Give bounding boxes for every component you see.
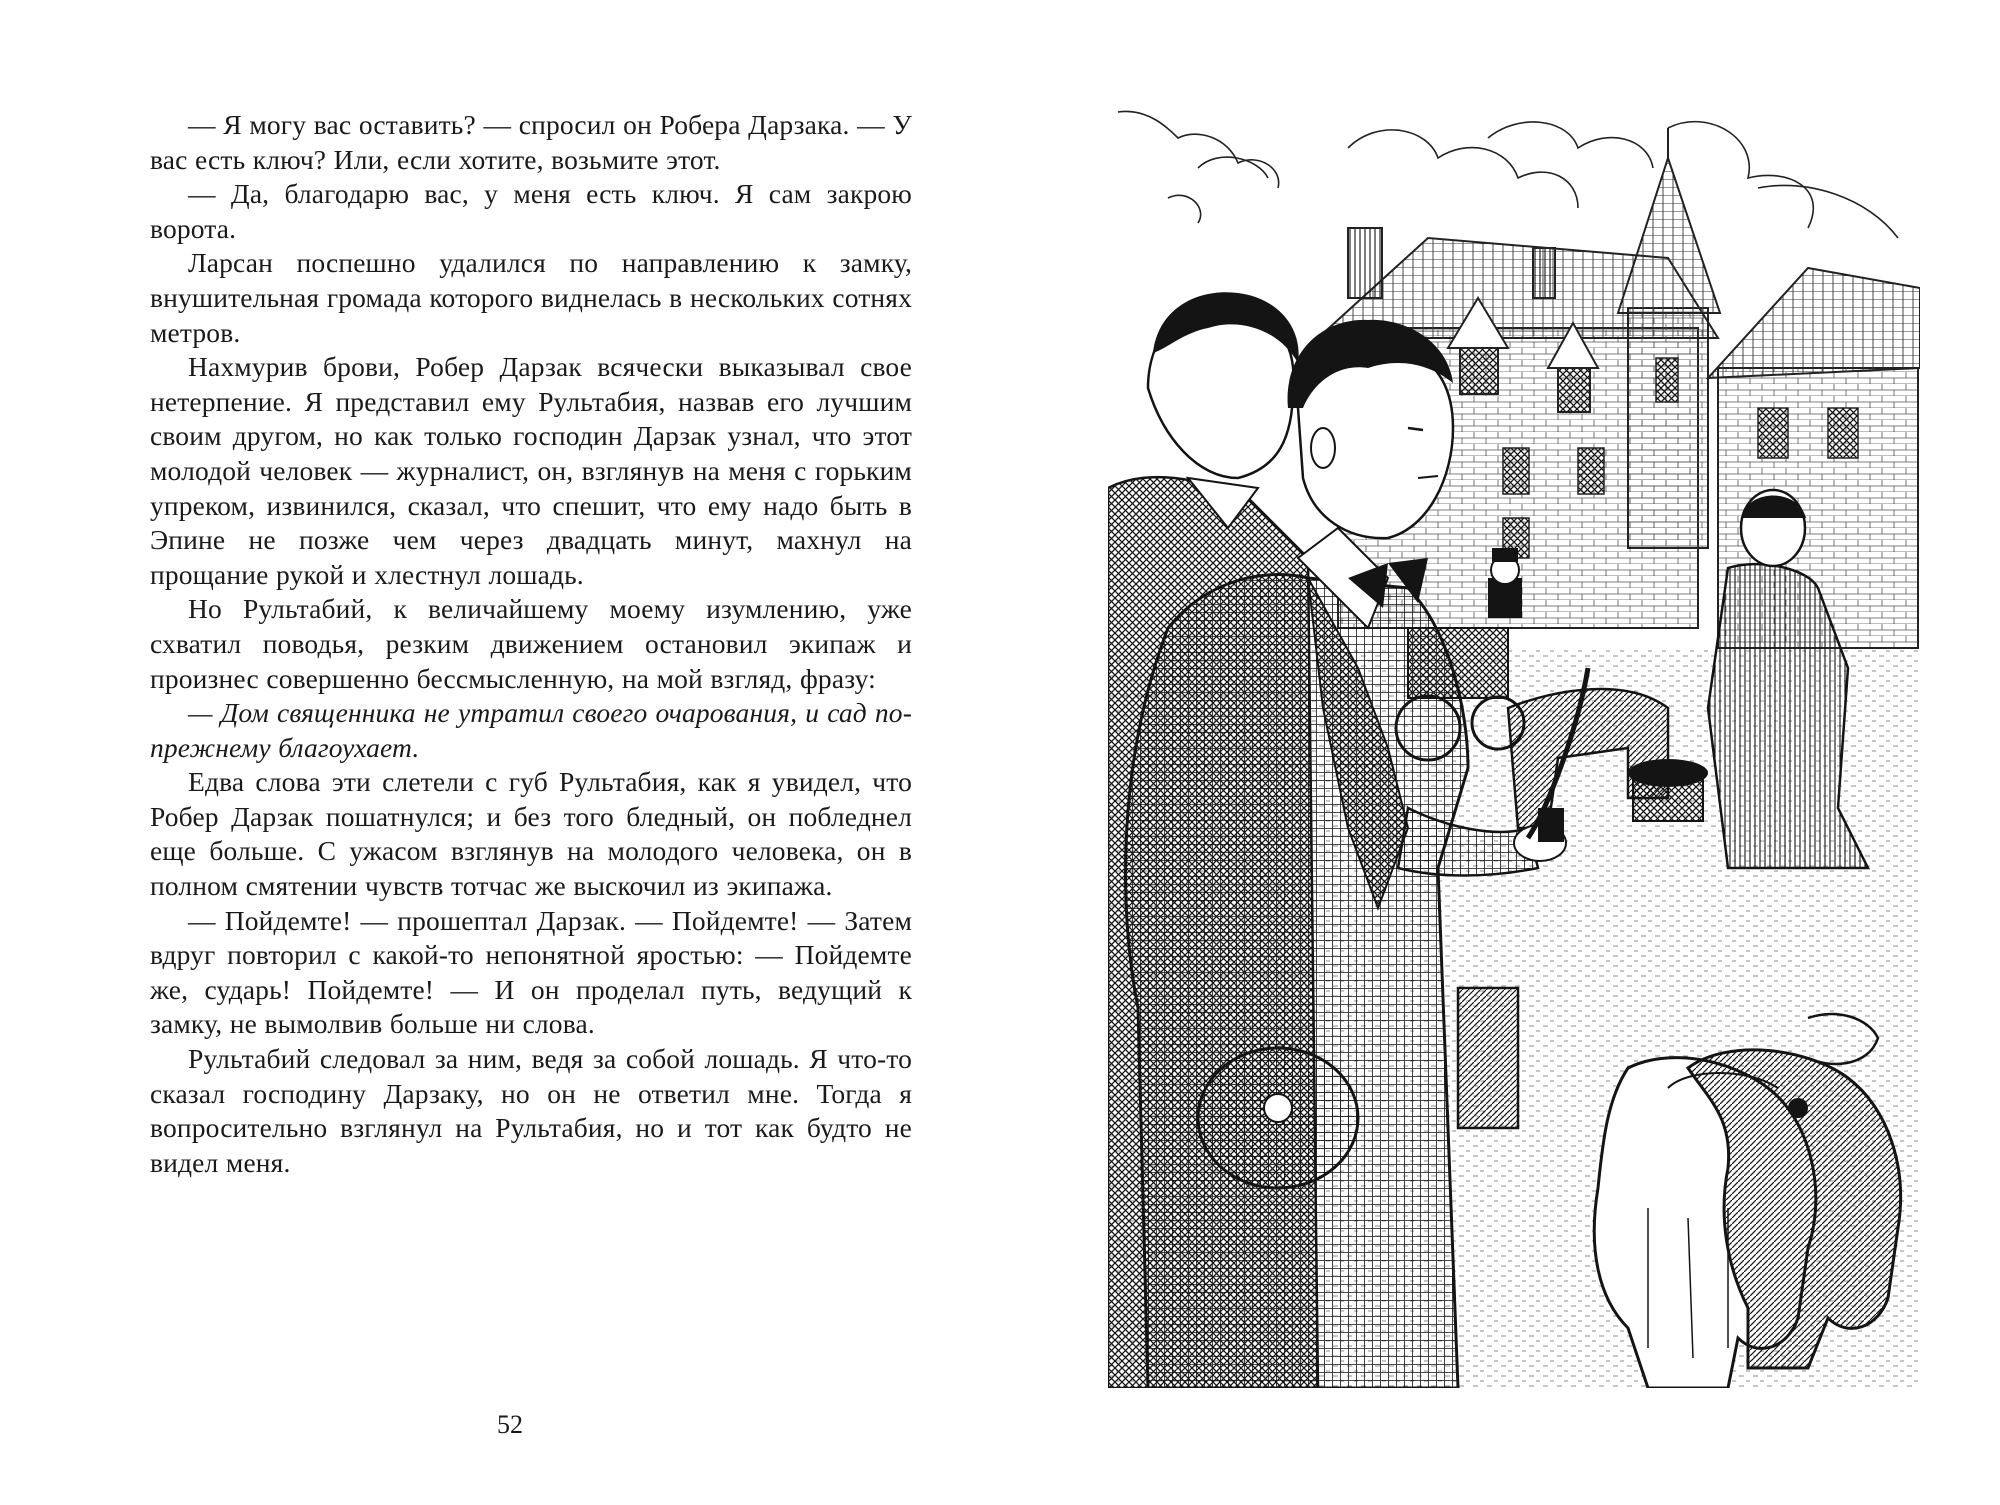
paragraph: Едва слова эти слетели с губ Рультабия, как я увидел, что Робер Дарзак пошатнулся; и без того бледный, он побледнел еще больше. С ужасом взглянув на молодого человека, он в полном смятении чувств тотчас же выскочил из экипажа. — [150, 766, 912, 902]
paragraph: Ларсан поспешно удалился по направлению к замку, внушительная громада которого виднелась в нескольких сотнях метров. — [150, 247, 912, 348]
paragraph: Нахмурив брови, Робер Дарзак всячески выказывал свое нетерпение. Я представил ему Рультабия, назвав его лучшим своим другом, но как только господин Дарзак узнал, что этот молодой человек — журналист, он, взглянув на меня с горьким упреком, извинился, сказал, что спешит, что ему надо быть в Эпине не позже чем через двадцать минут, махнул на прощание рукой и хлестнул лошадь. — [150, 351, 912, 590]
clouds — [1118, 111, 1898, 238]
illustration — [1108, 108, 1920, 1388]
paragraph-italic-quote: — Дом священника не утратил своего очарования, и сад по-прежнему благоухает. — [150, 697, 912, 763]
page-number: 52 — [497, 1410, 523, 1439]
paragraph: — Я могу вас оставить? — спросил он Робера Дарзака. — У вас есть ключ? Или, если хотите, возьмите этот. — [150, 109, 912, 175]
text-block — [150, 108, 912, 1180]
engraving-illustration-icon — [1108, 108, 1920, 1388]
paragraph: Но Рультабий, к величайшему моему изумлению, уже схватил поводья, резким движением остановил экипаж и произнес совершенно бессмысленную, на мой взгляд, фразу: — [150, 593, 912, 694]
paragraph: — Пойдемте! — прошептал Дарзак. — Пойдемте! — Затем вдруг повторил с какой-то непонятной яростью: — Пойдемте же, сударь! Пойдемте! — И он проделал путь, ведущий к замку, не вымолвив больше ни слова. — [150, 904, 912, 1040]
paragraph: — Да, благодарю вас, у меня есть ключ. Я сам закрою ворота. — [150, 178, 912, 244]
paragraph: Рультабий следовал за ним, ведя за собой лошадь. Я что-то сказал господину Дарзаку, но он не ответил мне. Тогда я вопросительно взглянул на Рультабия, но и тот как будто не видел меня. — [150, 1043, 912, 1178]
